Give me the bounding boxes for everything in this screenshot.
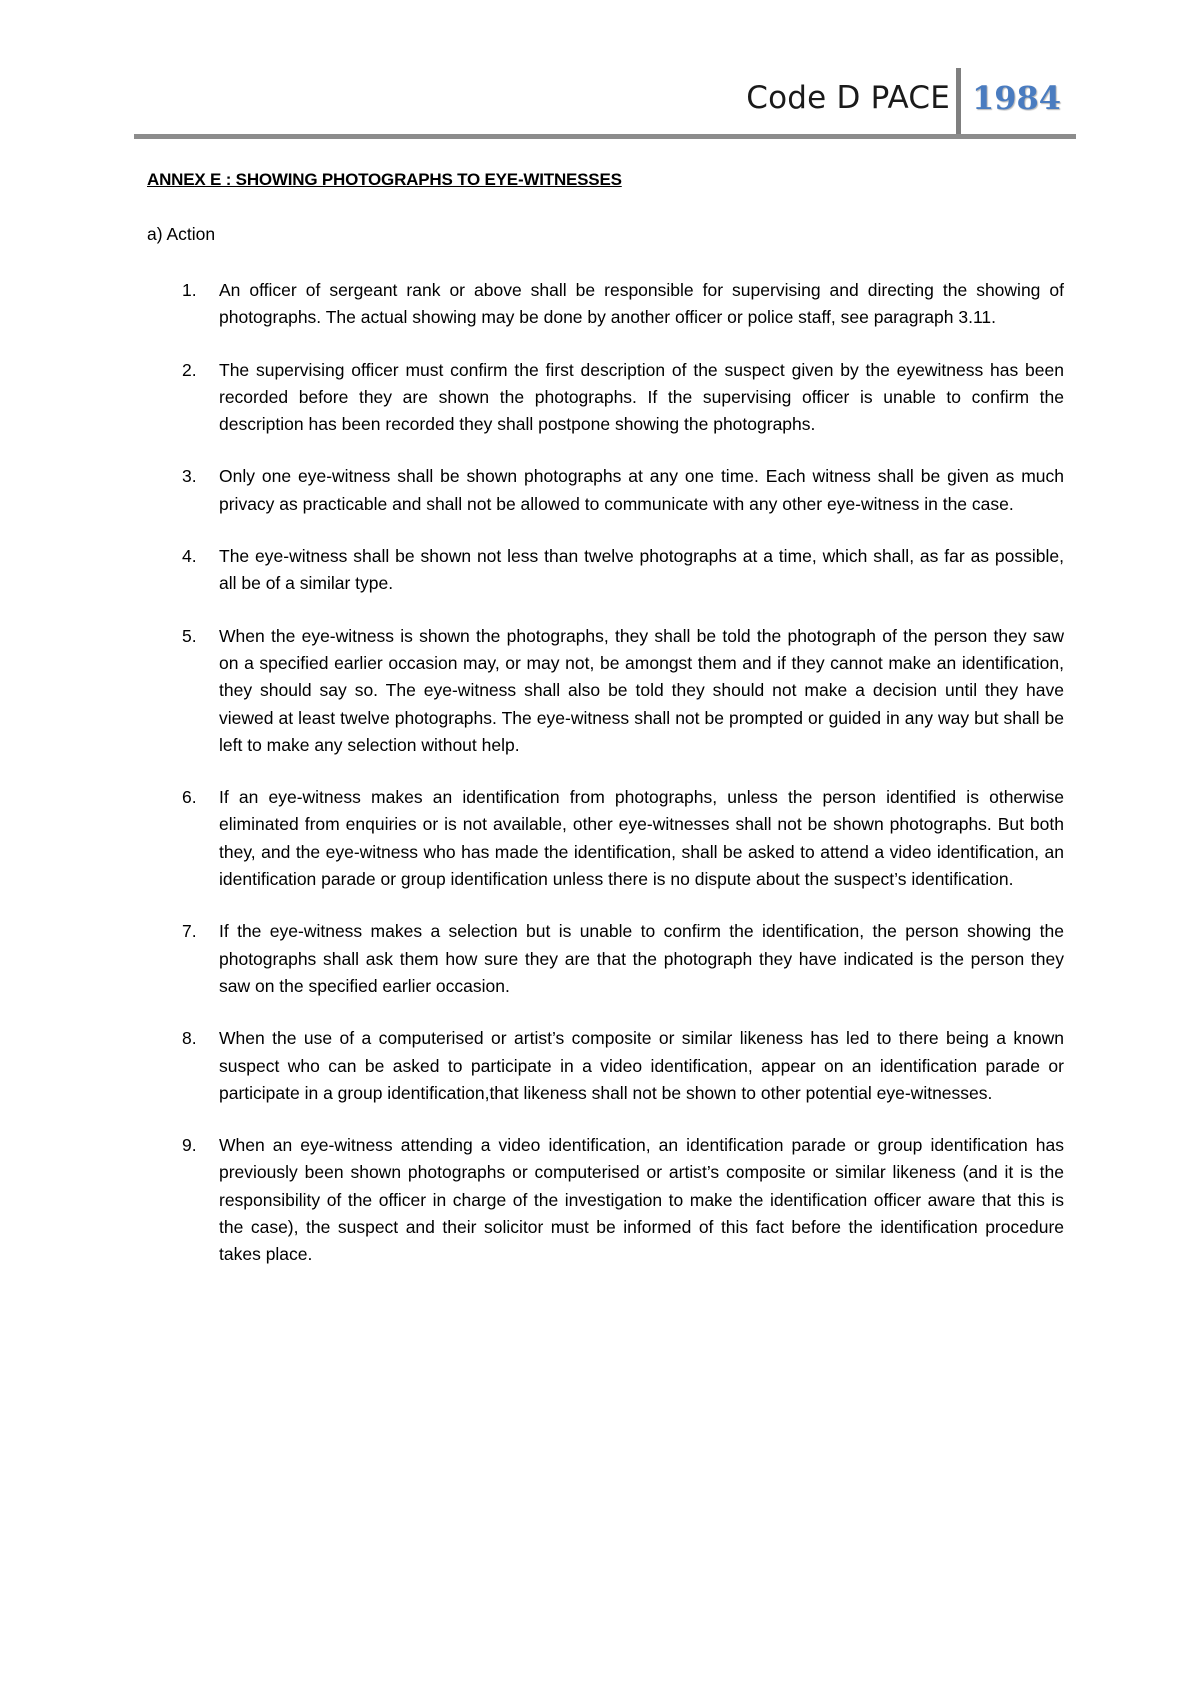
item-text: When the eye-witness is shown the photographs, they shall be told the photograph of the person they saw on a specified earlier occasion may, or may not, be amongst them and if they cannot make an identification, they should say so. The eye-witness shall also be told they should not make a decision until they have viewed at least twelve photographs. The eye-witness shall not be prompted or guided in any way but shall be left to make any selection without help. <box>219 625 1064 755</box>
item-text: The supervising officer must confirm the first description of the suspect given by the eyewitness has been recorded before they are shown the photographs. If the supervising officer is unable to confirm the description has been recorded they shall postpone showing the photographs. <box>219 359 1064 435</box>
item-number: 6. <box>182 787 197 808</box>
list-item <box>147 918 1064 1000</box>
header-doc-title: Code D PACE <box>746 80 950 116</box>
item-text: If the eye-witness makes a selection but is unable to confirm the identification, the person showing the photographs shall ask them how sure they are that the photograph they have indicated is the person they saw on the specified earlier occasion. <box>219 921 1064 996</box>
list-item <box>147 463 1064 518</box>
action-list <box>147 277 1064 1294</box>
list-item <box>147 543 1064 598</box>
page-header <box>134 68 1076 140</box>
list-item <box>147 1025 1064 1107</box>
item-text: If an eye-witness makes an identification from photographs, unless the person identified is otherwise eliminated from enquiries or is not available, other eye-witnesses shall not be shown photographs. But both they, and the eye-witness who has made the identification, shall be asked to attend a video identification, an identification parade or group identification unless there is no dispute about the suspect’s identification. <box>219 787 1064 890</box>
item-text: The eye-witness shall be shown not less than twelve photographs at a time, which shall, as far as possible, all be of a similar type. <box>219 546 1064 594</box>
list-item <box>147 623 1064 759</box>
header-separator <box>956 68 961 136</box>
item-number: 2. <box>182 359 197 380</box>
item-number: 1. <box>182 280 197 300</box>
section-heading: a) Action <box>147 224 216 244</box>
item-text: When the use of a computerised or artist’s composite or similar likeness has led to there being a known suspect who can be asked to participate in a video identification, appear on an identification parade or participate in a group identification,that likeness shall not be shown to other potential eye-witnesses. <box>219 1028 1064 1103</box>
item-text: Only one eye-witness shall be shown photographs at any one time. Each witness shall be given as much privacy as practicable and shall not be allowed to communicate with any other eye-witness in the case. <box>219 466 1064 514</box>
item-number: 3. <box>182 466 197 487</box>
list-item <box>147 277 1064 332</box>
annex-title: ANNEX E : SHOWING PHOTOGRAPHS TO EYE-WITNESSES <box>147 170 622 189</box>
item-number: 5. <box>182 625 197 646</box>
item-text: When an eye-witness attending a video identification, an identification parade or group identification has previously been shown photographs or computerised or artist’s composite or similar likeness (and it is the responsibility of the officer in charge of the investigation to make the identification officer aware that this is the case), the suspect and their solicitor must be informed of this fact before the identification procedure takes place. <box>219 1135 1064 1265</box>
list-item <box>147 784 1064 893</box>
item-number: 8. <box>182 1028 197 1049</box>
header-rule <box>134 134 1076 139</box>
item-number: 4. <box>182 546 197 567</box>
item-number: 9. <box>182 1135 197 1156</box>
header-year: 1984 <box>972 79 1062 117</box>
list-item <box>147 357 1064 439</box>
list-item <box>147 1132 1064 1268</box>
item-text: An officer of sergeant rank or above shall be responsible for supervising and directing the showing of photographs. The actual showing may be done by another officer or police staff, see paragraph 3.11. <box>219 280 1064 328</box>
item-number: 7. <box>182 921 197 942</box>
